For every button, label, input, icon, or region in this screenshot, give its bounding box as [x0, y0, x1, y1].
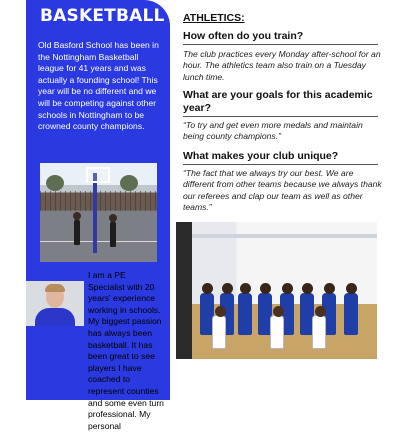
question-training: How often do you train?: [183, 30, 304, 42]
question-underline: [183, 116, 378, 117]
question-underline: [183, 164, 378, 165]
coach-hair: [45, 284, 65, 292]
team-member: [238, 293, 252, 335]
court-player: [74, 219, 80, 245]
court-tree: [120, 175, 138, 191]
coach-portrait-photo: [26, 281, 84, 326]
answer-training: The club practices every Monday after-school for an hour. The athletics team also train on a Tuesday lunch time.: [183, 49, 381, 82]
answer-goals: “To try and get even more medals and maintain being county champions.”: [183, 120, 363, 142]
team-member: [312, 315, 326, 349]
spectator-silhouette: [176, 222, 192, 359]
coach-bio-text: I am a PE Specialist with 20 years' experience working in schools. My biggest passion has always been basketball. It has been great to see players I have coached to represent counties and some even turn professional. My personal: [88, 270, 164, 431]
question-goals: What are your goals for this academic year?: [183, 89, 373, 114]
court-line: [40, 241, 157, 242]
court-fence: [40, 191, 157, 211]
athletics-heading: ATHLETICS:: [183, 12, 245, 24]
team-member: [344, 293, 358, 335]
team-member: [270, 315, 284, 349]
hoop-pole: [93, 173, 97, 253]
coach-shirt: [35, 308, 75, 326]
basketball-intro-text: Old Basford School has been in the Nottingham Basketball league for 41 years and was actually a founding school! This year will be no different and we will be competing against other schools in Nottingham to be crowned county champions.: [38, 40, 159, 132]
gym-wall-stripe: [176, 234, 377, 238]
question-unique: What makes your club unique?: [183, 150, 339, 162]
court-tree: [46, 175, 64, 191]
athletics-team-photo: [176, 222, 377, 359]
team-member: [212, 315, 226, 349]
answer-unique: “The fact that we always try our best. We are different from other teams because we always thank our referees and clap our team as well as other teams.”: [183, 168, 382, 213]
hoop-backboard: [86, 167, 110, 183]
question-underline: [183, 44, 378, 45]
basketball-title: BASKETBALL: [40, 6, 165, 26]
court-player: [110, 221, 116, 247]
basketball-court-photo: [40, 163, 157, 262]
